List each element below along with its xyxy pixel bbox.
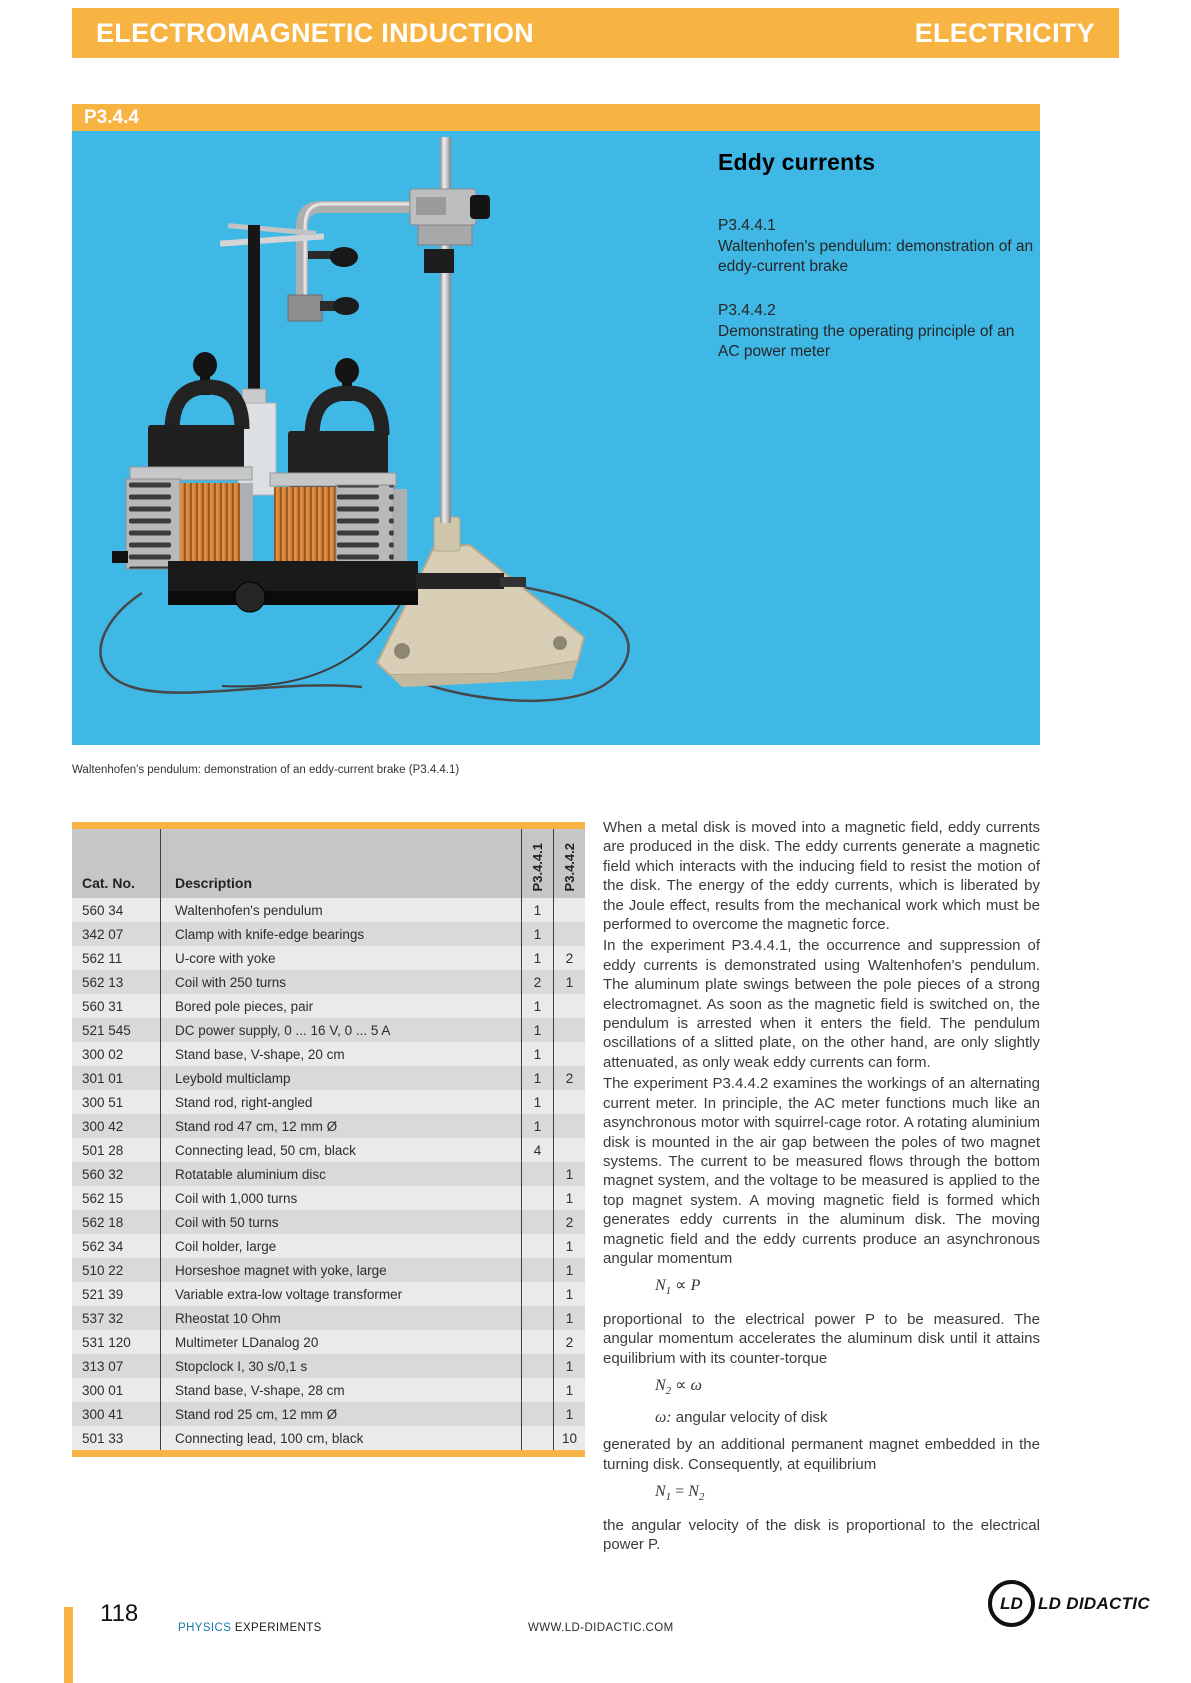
table-cell xyxy=(521,1234,553,1258)
ld-didactic-logo xyxy=(988,1580,1150,1627)
table-cell: 562 11 xyxy=(82,950,123,966)
table-cell: 562 13 xyxy=(82,974,124,990)
table-cell: 1 xyxy=(521,922,553,946)
table-cell xyxy=(553,1114,585,1138)
series-title-experiments: EXPERIMENTS xyxy=(234,1622,322,1634)
table-cell: 560 31 xyxy=(82,998,124,1014)
table-cell: 1 xyxy=(521,1018,553,1042)
table-cell: 301 01 xyxy=(82,1070,124,1086)
table-row xyxy=(72,1066,585,1090)
formula: $N_2 \propto \omega$ xyxy=(655,1377,702,1398)
table-cell: 300 41 xyxy=(82,1406,124,1422)
table-cell: 562 34 xyxy=(82,1238,124,1254)
table-cell xyxy=(553,898,585,922)
article-body xyxy=(603,818,1040,1556)
table-row xyxy=(72,970,585,994)
paragraph: the angular velocity of the disk is proportional to the electrical power P. xyxy=(603,1516,1040,1553)
ld-logo-text: LD DIDACTIC xyxy=(1038,1593,1150,1613)
table-cell xyxy=(553,994,585,1018)
rotated-column-label: P3.4.4.1 xyxy=(530,842,545,891)
table-cell: 300 51 xyxy=(82,1094,124,1110)
table-row xyxy=(72,898,585,922)
table-cell: Connecting lead, 50 cm, black xyxy=(160,1138,521,1162)
footer-accent-bar xyxy=(64,1607,73,1683)
table-header-row xyxy=(72,822,585,898)
paragraph: The experiment P3.4.4.2 examines the workings of an alternating current meter. In principle, the AC meter functions much like an asynchronous motor with squirrel-cage rotor. A rotating aluminium disk is mounted in the air gap between the poles of two magnet systems. The current to be measured flows through the bottom magnet system, and the voltage to be measured is applied to the top magnet system. A moving magnetic field is formed which generates eddy currents in the aluminum disk. The moving magnetic field and the eddy currents produce an asynchronous angular momentum xyxy=(603,1075,1040,1267)
formula-note: ω: angular velocity of disk xyxy=(655,1408,828,1426)
table-cell: 10 xyxy=(553,1426,585,1450)
series-title xyxy=(178,1622,322,1634)
table-cell: 1 xyxy=(553,1306,585,1330)
table-cell: Stand rod 47 cm, 12 mm Ø xyxy=(160,1114,521,1138)
table-cell: 562 18 xyxy=(82,1214,124,1230)
table-cell: Horseshoe magnet with yoke, large xyxy=(160,1258,521,1282)
paragraph: When a metal disk is moved into a magnetic field, eddy currents are produced in the disk. The eddy currents generate a magnetic field which interacts with the inducing field to resist the motion of the disk. The energy of the eddy currents, which is liberated by the Joule effect, results from the mechanical work which must be performed to overcome the magnetic force. xyxy=(603,819,1040,934)
table-cell: 1 xyxy=(553,1402,585,1426)
table-cell: 531 120 xyxy=(82,1334,131,1350)
table-cell: 1 xyxy=(553,1378,585,1402)
equipment-rows xyxy=(72,898,585,1450)
series-title-physics: PHYSICS xyxy=(178,1622,232,1634)
table-row xyxy=(72,946,585,970)
table-cell: 1 xyxy=(521,946,553,970)
table-cell: 1 xyxy=(521,1042,553,1066)
table-cell: 521 39 xyxy=(82,1286,124,1302)
section-code: P3.4.4 xyxy=(84,106,139,128)
table-cell: 300 42 xyxy=(82,1118,124,1134)
page-number: 118 xyxy=(100,1600,139,1627)
table-cell: 501 28 xyxy=(82,1142,124,1158)
paragraph: proportional to the electrical power P to be measured. The angular momentum accelerates the aluminum disk until it attains equilibrium with its counter-torque xyxy=(603,1310,1040,1367)
table-cell: Leybold multiclamp xyxy=(160,1066,521,1090)
table-cell: 313 07 xyxy=(82,1358,124,1374)
table-cell: Bored pole pieces, pair xyxy=(160,994,521,1018)
website-url: WWW.LD-DIDACTIC.COM xyxy=(528,1622,674,1634)
table-row xyxy=(72,1378,585,1402)
table-cell xyxy=(553,1018,585,1042)
table-row xyxy=(72,1210,585,1234)
experiment-code: P3.4.4.1 xyxy=(718,217,776,234)
header-left-title: ELECTROMAGNETIC INDUCTION xyxy=(96,17,534,48)
table-cell: Coil holder, large xyxy=(160,1234,521,1258)
column-header-experiment-1 xyxy=(521,829,553,898)
experiment-title: Demonstrating the operating principle of an AC power meter xyxy=(718,323,1015,360)
table-row xyxy=(72,1402,585,1426)
table-cell: 501 33 xyxy=(82,1430,124,1446)
table-cell xyxy=(553,1042,585,1066)
table-row xyxy=(72,1042,585,1066)
photo-panel xyxy=(72,131,1040,745)
table-cell: 1 xyxy=(521,898,553,922)
table-row xyxy=(72,922,585,946)
experiment-entry xyxy=(718,301,1034,362)
table-cell: Clamp with knife-edge bearings xyxy=(160,922,521,946)
table-row xyxy=(72,1234,585,1258)
equipment-table xyxy=(72,822,585,1457)
table-cell: 560 32 xyxy=(82,1166,124,1182)
experiment-summary xyxy=(718,149,1034,386)
experiment-entry xyxy=(718,216,1034,277)
experiment-code: P3.4.4.2 xyxy=(718,302,776,319)
table-cell: Stand base, V-shape, 28 cm xyxy=(160,1378,521,1402)
photo-caption: Waltenhofen's pendulum: demonstration of an eddy-current brake (P3.4.4.1) xyxy=(72,764,460,776)
table-cell xyxy=(553,922,585,946)
table-cell xyxy=(521,1354,553,1378)
table-cell: Connecting lead, 100 cm, black xyxy=(160,1426,521,1450)
table-cell: Coil with 250 turns xyxy=(160,970,521,994)
table-cell: 2 xyxy=(553,946,585,970)
table-cell: 1 xyxy=(521,1114,553,1138)
table-cell xyxy=(521,1402,553,1426)
table-cell: 1 xyxy=(553,1258,585,1282)
table-row xyxy=(72,1162,585,1186)
table-cell: 2 xyxy=(553,1210,585,1234)
table-cell: 1 xyxy=(553,1234,585,1258)
ld-logo-icon: LD xyxy=(988,1580,1035,1627)
header-right-title: ELECTRICITY xyxy=(914,17,1095,48)
table-cell xyxy=(553,1138,585,1162)
table-cell: 300 02 xyxy=(82,1046,124,1062)
table-cell xyxy=(521,1306,553,1330)
table-cell: 560 34 xyxy=(82,902,124,918)
table-cell: 1 xyxy=(553,1354,585,1378)
table-cell: 2 xyxy=(553,1066,585,1090)
formula: $N_1 \propto P$ xyxy=(655,1277,701,1298)
table-cell xyxy=(521,1330,553,1354)
table-row xyxy=(72,994,585,1018)
table-cell xyxy=(521,1282,553,1306)
table-cell: 2 xyxy=(521,970,553,994)
table-row xyxy=(72,1258,585,1282)
table-cell: 1 xyxy=(553,1186,585,1210)
table-row xyxy=(72,1306,585,1330)
table-cell: Coil with 1,000 turns xyxy=(160,1186,521,1210)
table-cell: 1 xyxy=(553,1282,585,1306)
table-cell xyxy=(521,1162,553,1186)
table-cell: 342 07 xyxy=(82,926,124,942)
table-cell: 521 545 xyxy=(82,1022,131,1038)
section-code-bar xyxy=(72,104,1040,131)
table-cell: Multimeter LDanalog 20 xyxy=(160,1330,521,1354)
table-cell: Stand rod, right-angled xyxy=(160,1090,521,1114)
table-cell: Stand base, V-shape, 20 cm xyxy=(160,1042,521,1066)
rotated-column-label: P3.4.4.2 xyxy=(562,842,577,891)
table-cell: 562 15 xyxy=(82,1190,124,1206)
table-cell: 1 xyxy=(553,970,585,994)
topic-title: Eddy currents xyxy=(718,149,876,175)
table-row xyxy=(72,1090,585,1114)
table-cell xyxy=(521,1186,553,1210)
table-cell: 4 xyxy=(521,1138,553,1162)
table-cell: Stand rod 25 cm, 12 mm Ø xyxy=(160,1402,521,1426)
experiment-title: Waltenhofen's pendulum: demonstration of an eddy-current brake xyxy=(718,238,1034,275)
table-cell: 1 xyxy=(521,994,553,1018)
table-cell xyxy=(521,1426,553,1450)
table-cell: Rheostat 10 Ohm xyxy=(160,1306,521,1330)
table-cell: DC power supply, 0 ... 16 V, 0 ... 5 A xyxy=(160,1018,521,1042)
table-row xyxy=(72,1282,585,1306)
table-row xyxy=(72,1354,585,1378)
table-row xyxy=(72,1426,585,1450)
table-cell: 2 xyxy=(553,1330,585,1354)
table-cell: Waltenhofen's pendulum xyxy=(160,898,521,922)
table-cell xyxy=(521,1378,553,1402)
column-header-description: Description xyxy=(160,829,521,898)
table-cell: Coil with 50 turns xyxy=(160,1210,521,1234)
paragraph: generated by an additional permanent magnet embedded in the turning disk. Consequently, at equilibrium xyxy=(603,1436,1040,1473)
table-row xyxy=(72,1186,585,1210)
paragraph: In the experiment P3.4.4.1, the occurrence and suppression of eddy currents is demonstrated using Waltenhofen's pendulum. The aluminum plate swings between the pole pieces of a strong electromagnet. As soon as the magnetic field is switched on, the pendulum is arrested when it enters the field. The pendulum oscillations of a slitted plate, on the other hand, are only slightly attenuated, as only weak eddy currents can form. xyxy=(603,937,1040,1071)
table-row xyxy=(72,1114,585,1138)
table-cell: 1 xyxy=(553,1162,585,1186)
table-cell: Variable extra-low voltage transformer xyxy=(160,1282,521,1306)
formula: $N_1 = N_2$ xyxy=(655,1482,705,1504)
table-row xyxy=(72,1138,585,1162)
table-cell: 1 xyxy=(521,1090,553,1114)
page-header-bar xyxy=(72,8,1119,58)
table-cell: Stopclock I, 30 s/0,1 s xyxy=(160,1354,521,1378)
table-cell: 537 32 xyxy=(82,1310,124,1326)
table-cell xyxy=(521,1258,553,1282)
column-header-experiment-2 xyxy=(553,829,585,898)
table-cell: 300 01 xyxy=(82,1382,124,1398)
table-row xyxy=(72,1330,585,1354)
table-cell: 1 xyxy=(521,1066,553,1090)
table-cell xyxy=(553,1090,585,1114)
table-row xyxy=(72,1018,585,1042)
table-cell xyxy=(521,1210,553,1234)
table-cell: Rotatable aluminium disc xyxy=(160,1162,521,1186)
table-cell: 510 22 xyxy=(82,1262,124,1278)
column-header-cat-no: Cat. No. xyxy=(82,875,135,891)
table-cell: U-core with yoke xyxy=(160,946,521,970)
